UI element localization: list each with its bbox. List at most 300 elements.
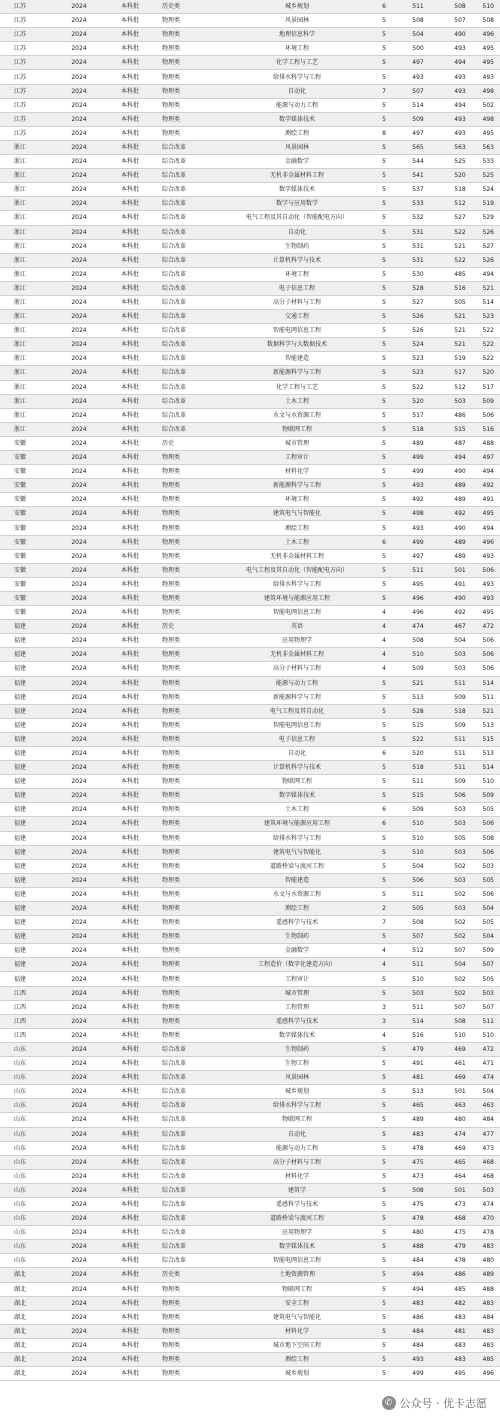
table-row	[0, 972, 500, 986]
table-row	[0, 126, 500, 140]
cell-plan-count: 4	[372, 662, 396, 676]
watermark-text: 公众号 · 优卡志愿	[399, 1397, 487, 1410]
table-row	[0, 1057, 500, 1071]
table-row	[0, 281, 500, 295]
cell-province: 浙江	[0, 239, 54, 253]
cell-major: 电气工程及其自动化	[222, 704, 372, 718]
cell-batch: 本科批	[104, 253, 156, 267]
cell-max-score: 511	[396, 887, 440, 901]
cell-plan-count: 5	[372, 70, 396, 84]
cell-max-score: 511	[396, 958, 440, 972]
cell-max-score: 492	[396, 493, 440, 507]
table-row	[0, 197, 500, 211]
cell-province: 山东	[0, 1183, 54, 1197]
cell-plan-count: 5	[372, 1183, 396, 1197]
cell-subject-type: 物理类	[156, 845, 222, 859]
cell-batch: 本科批	[104, 1071, 156, 1085]
cell-province: 江苏	[0, 28, 54, 42]
cell-batch: 本科批	[104, 1014, 156, 1028]
cell-major: 工程管理	[222, 1000, 372, 1014]
cell-subject-type: 物理类	[156, 986, 222, 1000]
cell-max-score: 504	[396, 859, 440, 873]
cell-province: 安徽	[0, 591, 54, 605]
cell-subject-type: 物理类	[156, 479, 222, 493]
cell-max-score: 475	[396, 1197, 440, 1211]
table-row	[0, 239, 500, 253]
cell-year: 2024	[54, 436, 104, 450]
cell-subject-type: 综合改革	[156, 1226, 222, 1240]
cell-province: 江苏	[0, 0, 54, 14]
cell-plan-count: 4	[372, 1028, 396, 1042]
cell-year: 2024	[54, 211, 104, 225]
cell-min-score: 509	[440, 775, 480, 789]
cell-province: 福建	[0, 746, 54, 760]
cell-subject-type: 综合改革	[156, 394, 222, 408]
cell-max-score: 523	[396, 352, 440, 366]
cell-major: 安全工程	[222, 1296, 372, 1310]
cell-batch: 本科批	[104, 718, 156, 732]
cell-max-score: 507	[396, 930, 440, 944]
cell-subject-type: 物理类	[156, 662, 222, 676]
cell-year: 2024	[54, 732, 104, 746]
cell-subject-type: 物理类	[156, 70, 222, 84]
cell-subject-type: 物理类	[156, 902, 222, 916]
cell-max-score: 493	[396, 521, 440, 535]
cell-province: 浙江	[0, 267, 54, 281]
cell-major: 材料化学	[222, 465, 372, 479]
table-row	[0, 606, 500, 620]
cell-max-score: 509	[396, 112, 440, 126]
cell-subject-type: 综合改革	[156, 338, 222, 352]
cell-province: 浙江	[0, 394, 54, 408]
cell-subject-type: 物理类	[156, 746, 222, 760]
cell-subject-type: 综合改革	[156, 281, 222, 295]
cell-subject-type: 物理类	[156, 535, 222, 549]
cell-min-score: 503	[440, 873, 480, 887]
table-row	[0, 1324, 500, 1338]
cell-batch: 本科批	[104, 338, 156, 352]
table-row	[0, 930, 500, 944]
table-row	[0, 1014, 500, 1028]
table-row	[0, 42, 500, 56]
cell-province: 浙江	[0, 338, 54, 352]
table-row	[0, 1226, 500, 1240]
cell-max-score: 484	[396, 1324, 440, 1338]
cell-avg-score: 506	[480, 817, 500, 831]
cell-plan-count: 5	[372, 211, 396, 225]
cell-min-score: 486	[440, 1268, 480, 1282]
cell-major: 风景园林	[222, 140, 372, 154]
cell-subject-type: 综合改革	[156, 1042, 222, 1056]
cell-year: 2024	[54, 746, 104, 760]
cell-avg-score: 514	[480, 761, 500, 775]
cell-batch: 本科批	[104, 112, 156, 126]
cell-province: 福建	[0, 704, 54, 718]
cell-avg-score: 506	[480, 408, 500, 422]
cell-province: 福建	[0, 887, 54, 901]
cell-subject-type: 物理类	[156, 958, 222, 972]
cell-max-score: 508	[396, 14, 440, 28]
table-row	[0, 1028, 500, 1042]
cell-year: 2024	[54, 42, 104, 56]
table-row	[0, 690, 500, 704]
cell-avg-score: 496	[480, 1367, 500, 1381]
cell-year: 2024	[54, 845, 104, 859]
cell-min-score: 480	[440, 1113, 480, 1127]
cell-min-score: 507	[440, 944, 480, 958]
cell-major: 生物制药	[222, 239, 372, 253]
cell-batch: 本科批	[104, 916, 156, 930]
table-row	[0, 140, 500, 154]
cell-min-score: 503	[440, 648, 480, 662]
cell-min-score: 494	[440, 98, 480, 112]
cell-major: 智能电网信息工程	[222, 606, 372, 620]
table-row	[0, 366, 500, 380]
cell-subject-type: 综合改革	[156, 1071, 222, 1085]
cell-major: 新能源科学与工程	[222, 690, 372, 704]
cell-max-score: 493	[396, 479, 440, 493]
cell-avg-score: 495	[480, 56, 500, 70]
cell-province: 福建	[0, 775, 54, 789]
cell-year: 2024	[54, 1113, 104, 1127]
cell-subject-type: 物理类	[156, 14, 222, 28]
cell-max-score: 526	[396, 324, 440, 338]
cell-min-score: 521	[440, 310, 480, 324]
cell-subject-type: 综合改革	[156, 1197, 222, 1211]
cell-avg-score: 503	[480, 986, 500, 1000]
cell-batch: 本科批	[104, 789, 156, 803]
cell-province: 浙江	[0, 169, 54, 183]
cell-max-score: 510	[396, 845, 440, 859]
cell-plan-count: 5	[372, 1197, 396, 1211]
cell-province: 山东	[0, 1057, 54, 1071]
cell-year: 2024	[54, 563, 104, 577]
cell-province: 福建	[0, 930, 54, 944]
table-row	[0, 28, 500, 42]
cell-subject-type: 综合改革	[156, 197, 222, 211]
cell-min-score: 503	[440, 662, 480, 676]
cell-subject-type: 综合改革	[156, 422, 222, 436]
cell-min-score: 518	[440, 704, 480, 718]
cell-max-score: 506	[396, 873, 440, 887]
cell-year: 2024	[54, 1141, 104, 1155]
table-row	[0, 98, 500, 112]
cell-plan-count: 5	[372, 338, 396, 352]
cell-year: 2024	[54, 239, 104, 253]
cell-max-score: 499	[396, 1367, 440, 1381]
cell-min-score: 482	[440, 1296, 480, 1310]
cell-major: 道路桥梁与渡河工程	[222, 859, 372, 873]
cell-avg-score: 527	[480, 239, 500, 253]
cell-year: 2024	[54, 930, 104, 944]
cell-batch: 本科批	[104, 902, 156, 916]
cell-max-score: 497	[396, 549, 440, 563]
table-row	[0, 84, 500, 98]
cell-min-score: 521	[440, 239, 480, 253]
cell-max-score: 495	[396, 577, 440, 591]
cell-province: 福建	[0, 845, 54, 859]
cell-min-score: 505	[440, 831, 480, 845]
cell-avg-score: 506	[480, 648, 500, 662]
cell-batch: 本科批	[104, 1085, 156, 1099]
cell-avg-score: 484	[480, 1310, 500, 1324]
cell-year: 2024	[54, 1254, 104, 1268]
cell-major: 城乡规划	[222, 1085, 372, 1099]
cell-max-score: 484	[396, 1254, 440, 1268]
cell-max-score: 484	[396, 1338, 440, 1352]
cell-subject-type: 综合改革	[156, 1085, 222, 1099]
cell-batch: 本科批	[104, 761, 156, 775]
table-row	[0, 479, 500, 493]
cell-min-score: 486	[440, 408, 480, 422]
cell-avg-score: 496	[480, 28, 500, 42]
cell-max-score: 513	[396, 1085, 440, 1099]
cell-avg-score: 497	[480, 451, 500, 465]
table-row	[0, 408, 500, 422]
cell-province: 安徽	[0, 549, 54, 563]
cell-max-score: 512	[396, 944, 440, 958]
cell-province: 福建	[0, 662, 54, 676]
cell-avg-score: 506	[480, 662, 500, 676]
cell-min-score: 503	[440, 394, 480, 408]
cell-max-score: 508	[396, 916, 440, 930]
cell-batch: 本科批	[104, 1141, 156, 1155]
cell-batch: 本科批	[104, 28, 156, 42]
cell-province: 江苏	[0, 112, 54, 126]
cell-province: 安徽	[0, 465, 54, 479]
cell-min-score: 489	[440, 549, 480, 563]
cell-avg-score: 505	[480, 916, 500, 930]
cell-avg-score: 495	[480, 42, 500, 56]
cell-subject-type: 物理类	[156, 1310, 222, 1324]
cell-province: 山东	[0, 1127, 54, 1141]
cell-avg-score: 488	[480, 1282, 500, 1296]
cell-plan-count: 5	[372, 465, 396, 479]
cell-batch: 本科批	[104, 479, 156, 493]
cell-batch: 本科批	[104, 1042, 156, 1056]
table-row	[0, 380, 500, 394]
cell-major: 电子信息工程	[222, 732, 372, 746]
cell-min-score: 501	[440, 563, 480, 577]
cell-max-score: 475	[396, 1155, 440, 1169]
cell-plan-count: 3	[372, 1000, 396, 1014]
cell-subject-type: 物理类	[156, 972, 222, 986]
cell-max-score: 513	[396, 690, 440, 704]
cell-subject-type: 物理类	[156, 28, 222, 42]
cell-avg-score: 519	[480, 197, 500, 211]
cell-subject-type: 综合改革	[156, 1127, 222, 1141]
table-row	[0, 267, 500, 281]
cell-subject-type: 物理类	[156, 789, 222, 803]
cell-min-score: 494	[440, 56, 480, 70]
cell-subject-type: 物理类	[156, 648, 222, 662]
cell-min-score: 502	[440, 972, 480, 986]
cell-plan-count: 5	[372, 1282, 396, 1296]
cell-year: 2024	[54, 873, 104, 887]
cell-avg-score: 489	[480, 1268, 500, 1282]
cell-year: 2024	[54, 267, 104, 281]
cell-max-score: 541	[396, 169, 440, 183]
cell-plan-count: 8	[372, 126, 396, 140]
cell-max-score: 481	[396, 1071, 440, 1085]
cell-subject-type: 综合改革	[156, 225, 222, 239]
table-row	[0, 859, 500, 873]
cell-min-score: 503	[440, 817, 480, 831]
cell-plan-count: 5	[372, 295, 396, 309]
cell-province: 浙江	[0, 183, 54, 197]
cell-subject-type: 物理类	[156, 465, 222, 479]
cell-subject-type: 综合改革	[156, 1113, 222, 1127]
cell-major: 水文与水资源工程	[222, 887, 372, 901]
table-row	[0, 591, 500, 605]
cell-subject-type: 物理类	[156, 916, 222, 930]
cell-year: 2024	[54, 140, 104, 154]
table-row	[0, 662, 500, 676]
cell-min-score: 508	[440, 1014, 480, 1028]
cell-major: 数字媒体技术	[222, 789, 372, 803]
cell-batch: 本科批	[104, 662, 156, 676]
cell-subject-type: 物理类	[156, 112, 222, 126]
cell-province: 福建	[0, 972, 54, 986]
table-row	[0, 944, 500, 958]
cell-batch: 本科批	[104, 1000, 156, 1014]
table-row	[0, 718, 500, 732]
cell-subject-type: 物理类	[156, 84, 222, 98]
cell-subject-type: 综合改革	[156, 1099, 222, 1113]
cell-batch: 本科批	[104, 140, 156, 154]
cell-plan-count: 5	[372, 986, 396, 1000]
cell-plan-count: 4	[372, 958, 396, 972]
cell-max-score: 509	[396, 662, 440, 676]
cell-avg-score: 474	[480, 1071, 500, 1085]
cell-min-score: 510	[440, 1028, 480, 1042]
cell-subject-type: 物理类	[156, 775, 222, 789]
cell-plan-count: 5	[372, 845, 396, 859]
cell-max-score: 483	[396, 1296, 440, 1310]
cell-plan-count: 5	[372, 789, 396, 803]
cell-province: 浙江	[0, 422, 54, 436]
cell-subject-type: 物理类	[156, 42, 222, 56]
cell-avg-score: 526	[480, 225, 500, 239]
table-row	[0, 1212, 500, 1226]
table-row	[0, 845, 500, 859]
cell-batch: 本科批	[104, 577, 156, 591]
table-row	[0, 1071, 500, 1085]
cell-plan-count: 5	[372, 831, 396, 845]
cell-major: 数学与应用数学	[222, 197, 372, 211]
cell-province: 福建	[0, 803, 54, 817]
cell-major: 应用物理学	[222, 634, 372, 648]
cell-province: 江西	[0, 1014, 54, 1028]
cell-max-score: 522	[396, 380, 440, 394]
cell-batch: 本科批	[104, 422, 156, 436]
cell-batch: 本科批	[104, 1197, 156, 1211]
cell-major: 计算机科学与技术	[222, 253, 372, 267]
cell-batch: 本科批	[104, 0, 156, 14]
cell-province: 安徽	[0, 606, 54, 620]
cell-major: 能源与动力工程	[222, 1141, 372, 1155]
cell-max-score: 488	[396, 1240, 440, 1254]
cell-min-score: 490	[440, 521, 480, 535]
cell-batch: 本科批	[104, 70, 156, 84]
cell-province: 福建	[0, 817, 54, 831]
cell-major: 数字媒体技术	[222, 183, 372, 197]
cell-province: 山东	[0, 1169, 54, 1183]
cell-avg-score: 511	[480, 1014, 500, 1028]
cell-plan-count: 5	[372, 1127, 396, 1141]
cell-min-score: 502	[440, 859, 480, 873]
cell-year: 2024	[54, 28, 104, 42]
cell-min-score: 489	[440, 493, 480, 507]
cell-major: 地理信息科学	[222, 28, 372, 42]
cell-major: 材料化学	[222, 1169, 372, 1183]
cell-batch: 本科批	[104, 1240, 156, 1254]
cell-year: 2024	[54, 690, 104, 704]
cell-plan-count: 5	[372, 352, 396, 366]
cell-major: 物联网工程	[222, 422, 372, 436]
cell-plan-count: 5	[372, 1367, 396, 1381]
cell-plan-count: 5	[372, 563, 396, 577]
cell-plan-count: 5	[372, 1042, 396, 1056]
cell-major: 自动化	[222, 225, 372, 239]
cell-province: 湖北	[0, 1353, 54, 1367]
cell-min-score: 511	[440, 746, 480, 760]
cell-subject-type: 综合改革	[156, 295, 222, 309]
cell-plan-count: 6	[372, 0, 396, 14]
cell-avg-score: 509	[480, 789, 500, 803]
table-row	[0, 549, 500, 563]
cell-major: 城市地下空间工程	[222, 1338, 372, 1352]
cell-province: 浙江	[0, 366, 54, 380]
cell-province: 浙江	[0, 155, 54, 169]
cell-year: 2024	[54, 1353, 104, 1367]
cell-major: 生物制药	[222, 1042, 372, 1056]
cell-major: 化学工程与工艺	[222, 56, 372, 70]
cell-plan-count: 5	[372, 253, 396, 267]
table-row	[0, 14, 500, 28]
cell-province: 福建	[0, 718, 54, 732]
cell-major: 城市管理	[222, 986, 372, 1000]
cell-province: 福建	[0, 902, 54, 916]
cell-major: 电气工程及其自动化（智能配电方向）	[222, 211, 372, 225]
cell-avg-score: 510	[480, 1028, 500, 1042]
cell-year: 2024	[54, 366, 104, 380]
cell-avg-score: 483	[480, 1324, 500, 1338]
cell-min-score: 506	[440, 789, 480, 803]
cell-batch: 本科批	[104, 42, 156, 56]
cell-plan-count: 4	[372, 606, 396, 620]
table-row	[0, 1240, 500, 1254]
table-row	[0, 183, 500, 197]
cell-province: 安徽	[0, 479, 54, 493]
cell-batch: 本科批	[104, 14, 156, 28]
cell-plan-count: 5	[372, 155, 396, 169]
table-row	[0, 676, 500, 690]
cell-max-score: 523	[396, 366, 440, 380]
cell-plan-count: 5	[372, 436, 396, 450]
cell-plan-count: 5	[372, 887, 396, 901]
cell-major: 工程造价（数字化建造方向）	[222, 958, 372, 972]
cell-batch: 本科批	[104, 1113, 156, 1127]
cell-max-score: 499	[396, 465, 440, 479]
cell-year: 2024	[54, 958, 104, 972]
cell-province: 福建	[0, 916, 54, 930]
cell-avg-score: 502	[480, 98, 500, 112]
cell-subject-type: 物理类	[156, 1028, 222, 1042]
cell-batch: 本科批	[104, 831, 156, 845]
table-row	[0, 1282, 500, 1296]
cell-subject-type: 综合改革	[156, 1183, 222, 1197]
